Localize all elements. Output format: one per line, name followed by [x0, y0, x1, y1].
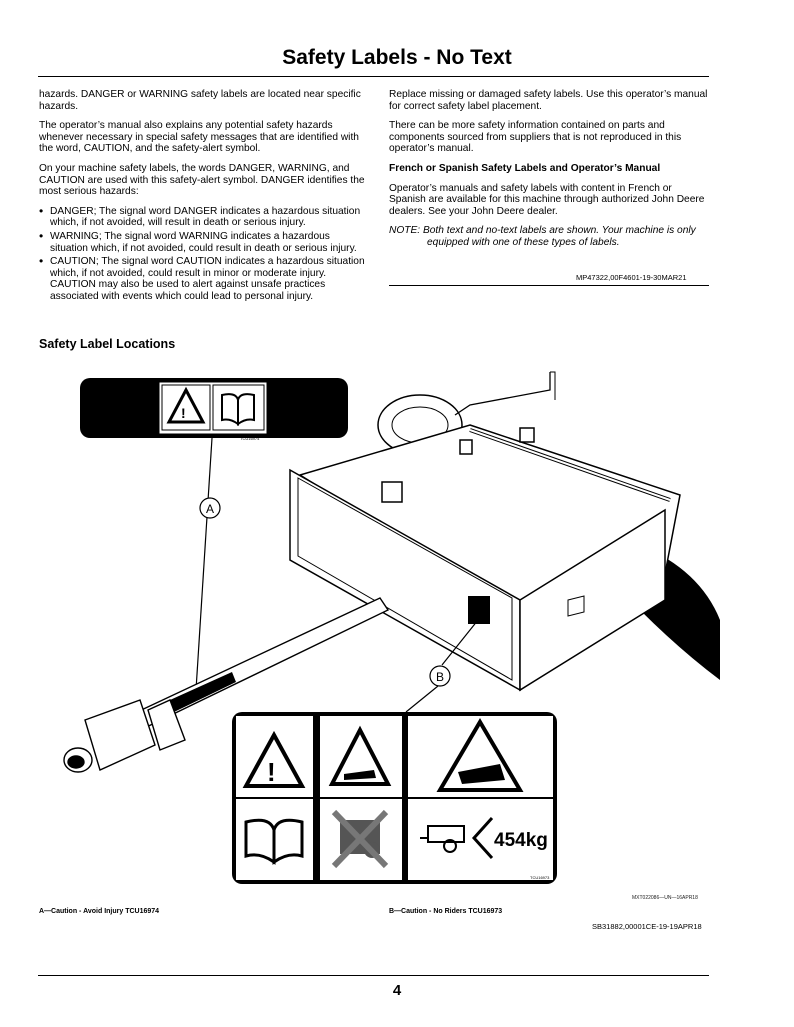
page-number: 4 — [392, 982, 402, 999]
signal-word-list — [39, 206, 367, 303]
note: NOTE: Both text and no-text labels are shown. Your machine is only equipped with one of these types of labels. — [389, 225, 696, 248]
paragraph: There can be more safety information contained on parts and components sourced from suppliers that is not reproduced in this operator’s manual. — [389, 120, 682, 155]
paragraph: Operator’s manuals and safety labels with content in French or Spanish are available for this machine through authorized John Deere dealers. See your John Deere dealer. — [389, 182, 705, 217]
subheading: French or Spanish Safety Labels and Operator’s Manual — [389, 162, 661, 174]
svg-text:B: B — [436, 670, 445, 684]
paragraph: hazards. DANGER or WARNING safety labels are located near specific hazards. — [39, 89, 361, 112]
paragraph: The operator’s manual also explains any potential safety hazards whenever necessary in special safety messages that are identified with the word, CAUTION, and the safety-alert symbol. — [39, 120, 359, 155]
caption-b: B—Caution - No Riders TCU16973 — [389, 908, 503, 915]
title-rule — [38, 76, 709, 77]
right-column — [389, 89, 711, 257]
paragraph: On your machine safety labels, the words DANGER, WARNING, and CAUTION are used with this safety-alert symbol. DANGER identifies the most serious hazards: — [39, 162, 365, 198]
list-item: • WARNING; The signal word WARNING indicates a hazardous situation which, if not avoided, could result in death or serious injury. — [39, 231, 367, 254]
left-column — [39, 89, 367, 305]
paragraph: Replace missing or damaged safety labels. Use this operator’s manual for correct safety label placement. — [389, 89, 708, 112]
figure-id: MXT022086—UN—16APR18 — [632, 895, 698, 901]
reference-code: MP47322,00F4601-19-30MAR21 — [576, 273, 687, 282]
cart-bed — [290, 425, 680, 690]
section-heading: Safety Label Locations — [39, 337, 176, 351]
label-b-code: TCU16973 — [530, 875, 550, 880]
label-b-location — [468, 596, 490, 624]
svg-text:!: ! — [181, 405, 186, 421]
caption-a: A—Caution - Avoid Injury TCU16974 — [39, 908, 160, 915]
trailer-illustration — [30, 360, 720, 890]
reference-code: SB31882,00001CE-19-19APR18 — [592, 922, 702, 931]
section-rule — [389, 285, 709, 286]
list-item: • DANGER; The signal word DANGER indicates a hazardous situation which, if not avoided, will result in death or serious injury. — [39, 206, 367, 229]
svg-text:A: A — [206, 502, 215, 516]
footer-rule — [38, 975, 709, 976]
label-a-code: TCU16974 — [240, 436, 260, 441]
weight-limit-text: 454kg — [494, 830, 548, 851]
list-item: • CAUTION; The signal word CAUTION indicates a hazardous situation which, if not avoided, could result in minor or moderate injury. CAUTION may also be used to alert against unsafe practices associated with events which could lead to personal injury. — [39, 256, 367, 302]
svg-text:!: ! — [267, 757, 276, 787]
page-title: Safety Labels - No Text — [282, 46, 512, 69]
